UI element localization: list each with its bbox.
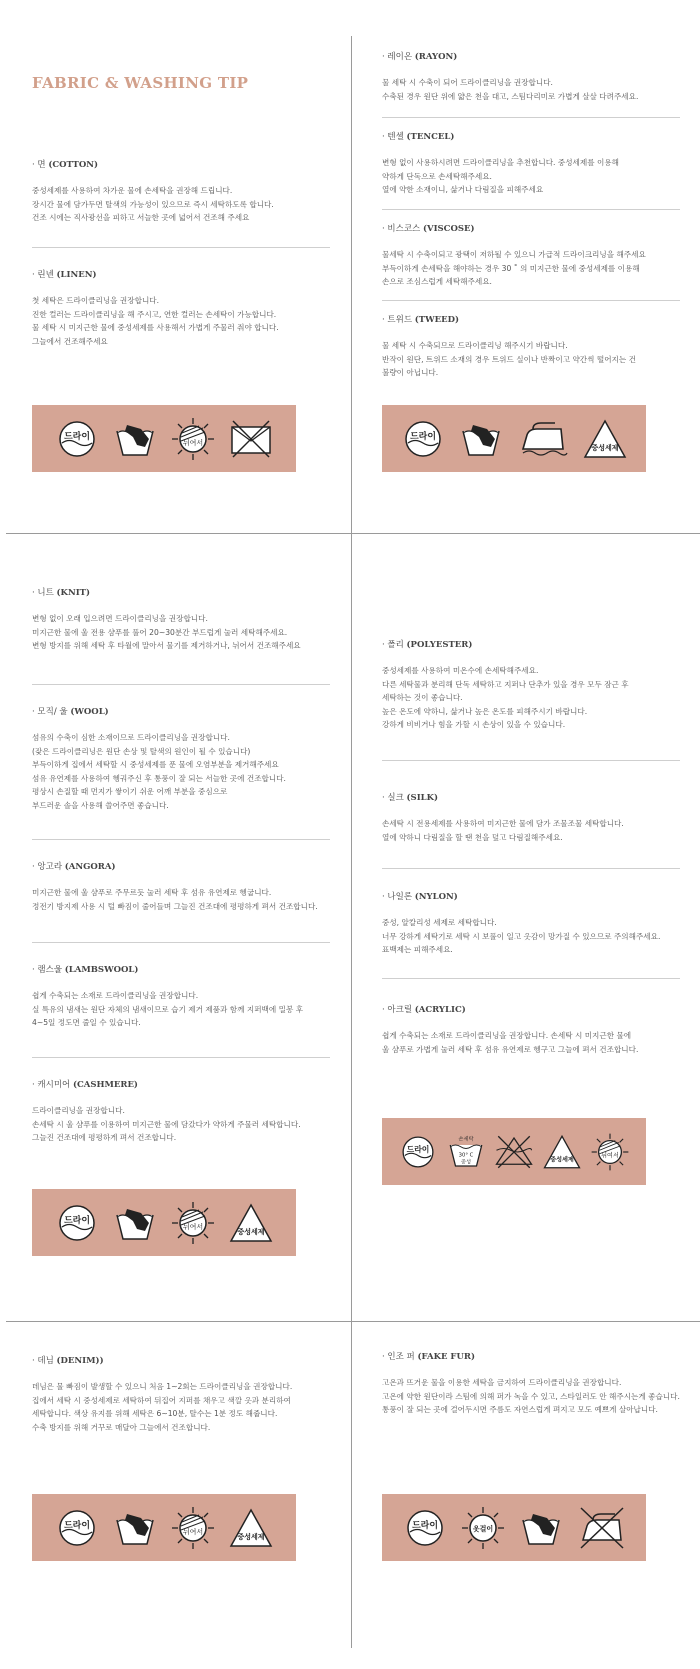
section-divider — [32, 942, 330, 943]
section-name-en: (LINEN) — [56, 270, 97, 280]
icon-label: 30° C — [458, 1151, 474, 1158]
section-name-en: (WOOL) — [70, 707, 109, 717]
section-tencel — [382, 130, 682, 197]
icon-label: 드라이 — [63, 431, 91, 442]
dry-clean-icon — [401, 1504, 449, 1552]
section-name-ko: · 모직/ 울 — [32, 707, 68, 717]
neutral-detergent-icon — [581, 415, 629, 463]
shade-dry-flat-icon — [589, 1129, 631, 1175]
section-text: 미지근한 물에 울 샴푸로 주무르듯 눌러 세탁 후 섬유 유연제로 헹굽니다. 정전기 방지제 사용 시 털 빠짐이 줄어들며 그늘진 건조대에 평평하게 펴서 건조합니다. — [32, 888, 318, 911]
iron-steam-icon — [515, 415, 571, 463]
icon-label: 뉘여서 — [182, 1527, 204, 1536]
section-text: 쉽게 수축되는 소재로 드라이클리닝을 권장합니다. 손세탁 시 미지근한 물에 울 샴푸로 가볍게 눌러 세탁 후 섬유 유연제로 헹구고 그늘에 펴서 건조합니다. — [382, 1031, 639, 1054]
section-name-en: (DENIM)) — [56, 1356, 104, 1366]
section-viscose — [382, 222, 682, 289]
column-divider — [351, 36, 352, 533]
section-text: 섬유의 수축이 심한 소재이므로 드라이클리닝을 권장합니다. (잦은 드라이클리닝은 원단 손상 및 탈색의 원인이 될 수 있습니다) 부득이하게 집에서 세탁할 시 중성세제를 푼 물에 오염부분을 제거해주세요 섬유 유연제를 사용하여 헹궈주신 후 통풍이 잘 되는 서늘한 곳에 건조합니다. 평상시 손질할 때 먼지가 쌓이기 쉬운 어깨 부분을 중심으로 부드러운 솔을 사용해 쓸어주면 좋습니다. — [32, 733, 286, 810]
care-icons-band — [32, 405, 296, 472]
section-name-ko: · 레이온 — [382, 52, 413, 62]
section-cotton — [32, 158, 332, 225]
section-text: 변형 없이 사용하시려면 드라이클리닝을 추천합니다. 중성세제를 이용해 약하게 단독으로 손세탁해주세요. 열에 약한 소재이니, 삶거나 다림질을 피해주세요 — [382, 158, 619, 195]
shade-dry-flat-icon — [169, 1199, 217, 1247]
section-text: 물세탁 시 수축이되고 광택이 저하될 수 있으니 가급적 드라이크리닝을 해주세요 부득이하게 손세탁을 해야하는 경우 30 ˚ 의 미지근한 물에 중성세제를 이용해 손으로 조심스럽게 세탁해주세요. — [382, 250, 646, 287]
section-tweed — [382, 313, 682, 380]
section-angora — [32, 860, 332, 913]
column-divider — [351, 1321, 352, 1648]
hand-wash-icon — [517, 1504, 565, 1552]
section-text: 첫 세탁은 드라이클리닝을 권장합니다. 진한 컬러는 드라이클리닝을 해 주시고, 연한 컬러는 손세탁이 가능합니다. 물 세탁 시 미지근한 물에 중성세제를 사용해서 가볍게 주물러 줘야 합니다. 그늘에서 건조해주세요 — [32, 296, 279, 346]
hand-wash-icon — [111, 1504, 159, 1552]
column-divider — [351, 533, 352, 1321]
section-name-ko: · 아크릴 — [382, 1005, 413, 1015]
section-text: 중성세제를 사용하여 차가운 물에 손세탁을 권장해 드립니다. 장시간 물에 담가두면 탈색의 가능성이 있으므로 즉시 세탁하도록 합니다. 건조 시에는 직사광선을 피하고 서늘한 곳에 넓어서 건조해 주세요 — [32, 186, 274, 223]
icon-label: 중성 — [460, 1158, 472, 1165]
neutral-detergent-icon — [227, 1199, 275, 1247]
section-name-ko: · 면 — [32, 160, 46, 170]
section-name-ko: · 니트 — [32, 588, 54, 598]
section-name-ko: · 램스울 — [32, 965, 63, 975]
icon-label: 드라이 — [411, 1520, 439, 1531]
section-silk — [382, 791, 682, 844]
icon-label: 드라이 — [409, 431, 437, 442]
section-name-en: (SILK) — [406, 793, 439, 803]
dry-clean-icon — [53, 1504, 101, 1552]
icon-label: 중성세제 — [550, 1156, 574, 1164]
no-bleach-icon — [227, 415, 275, 463]
section-divider — [382, 209, 680, 210]
section-name-ko: · 나일론 — [382, 892, 413, 902]
section-name-ko: · 실크 — [382, 793, 404, 803]
section-name-en: (RAYON) — [414, 52, 458, 62]
section-name-en: (ACRYLIC) — [414, 1005, 466, 1015]
icon-label: 뉘여서 — [182, 438, 204, 447]
care-icons-band — [32, 1494, 296, 1561]
neutral-detergent-icon — [227, 1504, 275, 1552]
icon-label: 드라이 — [63, 1215, 91, 1226]
section-name-ko: · 린넨 — [32, 270, 54, 280]
section-name-en: (NYLON) — [414, 892, 458, 902]
section-wool — [32, 705, 332, 813]
section-name-en: (KNIT) — [56, 588, 91, 598]
section-name-en: (TWEED) — [414, 315, 459, 325]
section-divider — [382, 300, 680, 301]
section-divider — [32, 247, 330, 248]
page-title: FABRIC & WASHING TIP — [32, 74, 249, 92]
dry-clean-icon — [397, 1129, 439, 1175]
shade-dry-flat-icon — [169, 415, 217, 463]
section-text: 드라이클리닝을 권장합니다. 손세탁 시 울 샴푸를 이용하여 미지근한 물에 담갔다가 약하게 주물러 세탁합니다. 그늘진 건조대에 평평하게 펴서 건조합니다. — [32, 1106, 301, 1143]
section-name-en: (COTTON) — [48, 160, 99, 170]
section-name-ko: · 캐시미어 — [32, 1080, 71, 1090]
section-name-ko: · 인조 퍼 — [382, 1352, 415, 1362]
dry-clean-icon — [53, 415, 101, 463]
dry-clean-icon — [399, 415, 447, 463]
care-icons-band — [32, 1189, 296, 1256]
section-divider — [32, 684, 330, 685]
section-text: 물 세탁 시 수축이 되어 드라이클리닝을 권장합니다. 수축된 경우 원단 위에 얇은 천을 대고, 스팀다리미로 가볍게 살살 다려주세요. — [382, 78, 639, 101]
hang-dry-icon — [459, 1504, 507, 1552]
section-name-en: (POLYESTER) — [406, 640, 473, 650]
section-text: 데님은 물 빠짐이 발생할 수 있으니 처음 1~2회는 드라이클리닝을 권장합니다. 집에서 세탁 시 중성세제로 세탁하여 뒤집어 지퍼를 채우고 색깔 옷과 분리하여 세탁합니다. 색상 유지를 위해 세탁은 6~10분, 탈수는 1분 정도 해줍니다. 수축 방지를 위해 거꾸로 매달아 그늘에서 건조합니다. — [32, 1382, 293, 1432]
icon-label: 뉘여서 — [182, 1222, 204, 1231]
section-linen — [32, 268, 332, 348]
icon-label: 옷걸이 — [472, 1524, 494, 1533]
hand-wash-icon — [111, 1199, 159, 1247]
row-divider — [6, 1321, 700, 1322]
care-icons-band — [382, 1118, 646, 1185]
care-icons-band — [382, 405, 646, 472]
section-name-en: (CASHMERE) — [72, 1080, 138, 1090]
section-divider — [382, 978, 680, 979]
section-name-ko: · 비스코스 — [382, 224, 421, 234]
section-rayon — [382, 50, 682, 103]
icon-label: 뉘여서 — [601, 1151, 619, 1159]
section-text: 쉽게 수축되는 소재로 드라이클리닝을 권장합니다. 실 특유의 냄새는 원단 자체의 냄새이므로 습기 제거 제품과 함께 지퍼백에 밀봉 후 4~5일 정도면 줄일 수 있습니다. — [32, 991, 304, 1028]
section-lambswool — [32, 963, 332, 1030]
section-text: 물 세탁 시 수축되므로 드라이클리닝 해주시기 바랍니다. 반작이 원단, 트위드 소재의 경우 트위드 실이나 반짝이고 약간씩 떨어지는 건 불량이 아닙니다. — [382, 341, 636, 378]
no-bleach-icon — [493, 1129, 535, 1175]
section-name-ko: · 텐셀 — [382, 132, 404, 142]
icon-label: 드라이 — [63, 1520, 91, 1531]
section-text: 중성, 알칼리성 세제로 세탁합니다. 너무 강하게 세탁기로 세탁 시 보풀이 일고 옷감이 망가질 수 있으므로 주의해주세요. 표백제는 피해주세요. — [382, 918, 661, 955]
icon-label: 중성세제 — [237, 1227, 265, 1236]
section-fake-fur — [382, 1350, 692, 1417]
section-denim — [32, 1354, 332, 1434]
section-text: 변형 없이 오래 입으려면 드라이클리닝을 권장합니다. 미지근한 물에 울 전용 샴푸를 풀어 20~30분간 부드럽게 눌러 세탁해주세요. 변형 방지를 위해 세탁 후 타월에 말아서 물기를 제거하거나, 뉘어서 건조해주세요 — [32, 614, 301, 651]
shade-dry-flat-icon — [169, 1504, 217, 1552]
neutral-detergent-icon — [541, 1129, 583, 1175]
section-divider — [382, 760, 680, 761]
hand-wash-30-icon — [445, 1129, 487, 1175]
section-text: 중성세제를 사용하여 미온수에 손세탁해주세요. 다른 세탁물과 분리해 단독 세탁하고 지퍼나 단추가 있을 경우 모두 잠근 후 세탁하는 것이 좋습니다. 높은 온도에 약하니, 삶거나 높은 온도를 피해주시기 바랍니다. 강하게 비비거나 힘을 가할 시 손상이 있을 수 있습니다. — [382, 666, 629, 730]
section-name-en: (FAKE FUR) — [417, 1352, 475, 1362]
section-divider — [32, 1057, 330, 1058]
row-divider — [6, 533, 700, 534]
section-acrylic — [382, 1003, 682, 1056]
hand-wash-icon — [457, 415, 505, 463]
section-divider — [382, 117, 680, 118]
section-name-en: (TENCEL) — [406, 132, 455, 142]
hand-wash-icon — [111, 415, 159, 463]
section-knit — [32, 586, 332, 653]
section-text: 손세탁 시 전용세제를 사용하여 미지근한 물에 담가 조물조물 세탁합니다. 열에 약하니 다림질을 할 땐 천을 덮고 다림질해주세요. — [382, 819, 624, 842]
icon-label: 중성세제 — [237, 1532, 265, 1541]
no-iron-icon — [575, 1504, 627, 1552]
section-name-ko: · 데님 — [32, 1356, 54, 1366]
section-name-en: (LAMBSWOOL) — [64, 965, 139, 975]
section-polyester — [382, 638, 682, 732]
section-cashmere — [32, 1078, 332, 1145]
icon-label: 드라이 — [406, 1144, 430, 1154]
icon-label: 손세탁 — [458, 1136, 474, 1143]
icon-label: 중성세제 — [591, 443, 619, 452]
section-name-ko: · 폴리 — [382, 640, 404, 650]
section-name-en: (ANGORA) — [64, 862, 116, 872]
section-name-en: (VISCOSE) — [422, 224, 475, 234]
care-icons-band — [382, 1494, 646, 1561]
section-name-ko: · 트위드 — [382, 315, 413, 325]
dry-clean-icon — [53, 1199, 101, 1247]
section-divider — [32, 839, 330, 840]
section-nylon — [382, 890, 682, 957]
section-name-ko: · 앙고라 — [32, 862, 63, 872]
section-divider — [382, 868, 680, 869]
section-text: 고온과 뜨거운 물을 이용한 세탁을 금지하여 드라이클리닝을 권장합니다. 고온에 약한 원단이라 스팀에 의해 퍼가 녹을 수 있고, 스타일러도 안 해주시는게 좋습니다. 통풍이 잘 되는 곳에 걸어두시면 주름도 자연스럽게 펴지고 모도 예쁘게 살아납니다. — [382, 1378, 680, 1415]
